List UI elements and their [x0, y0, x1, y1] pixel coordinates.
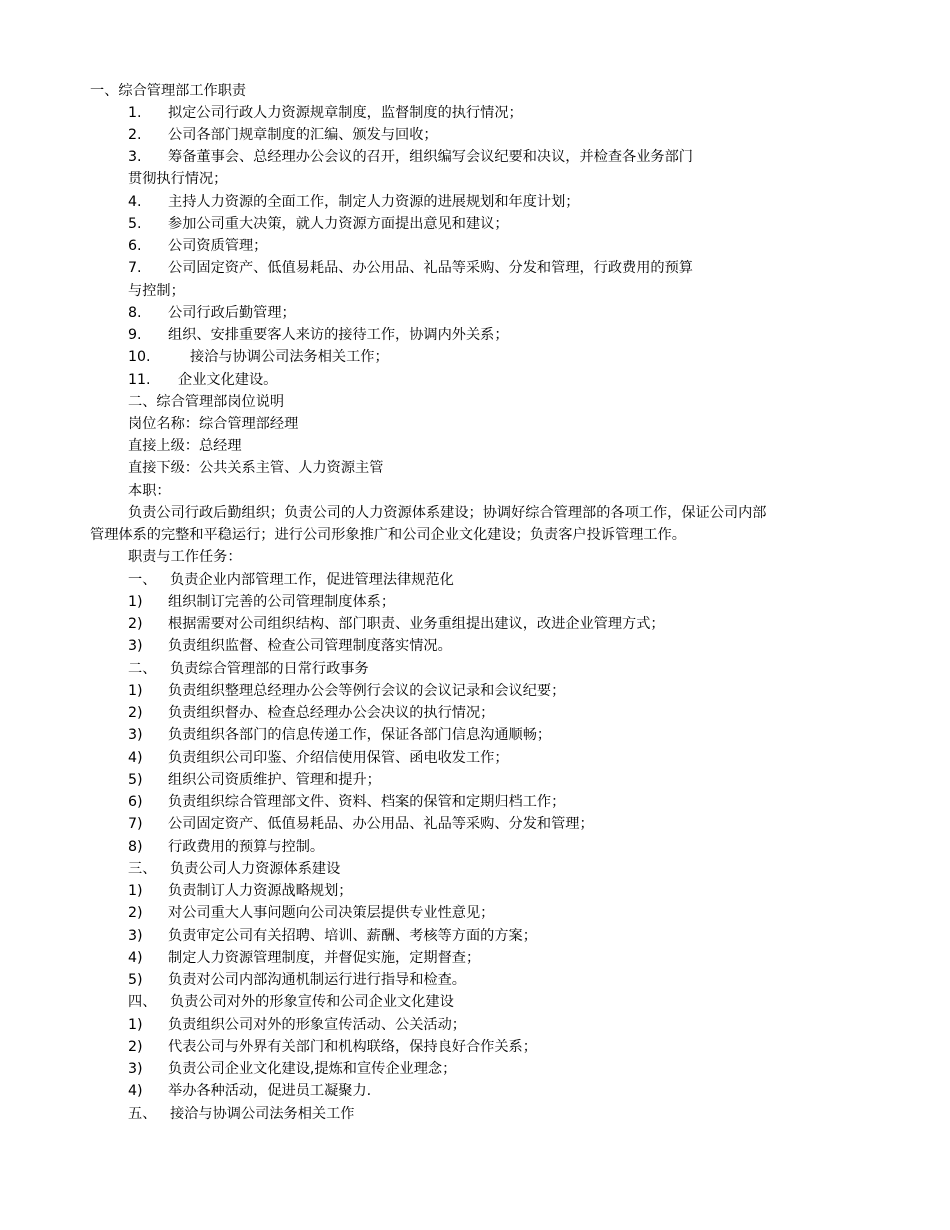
line-number: 四、	[128, 994, 157, 1010]
line-text: 组织公司资质维护、管理和提升；	[168, 772, 381, 788]
line-text: 组织制订完善的公司管理制度体系；	[168, 594, 396, 610]
line-text: 直接下级：公共关系主管、人力资源主管	[128, 460, 384, 476]
line-text: 岗位名称：综合管理部经理	[128, 416, 299, 432]
line-text: 举办各种活动，促进员工凝聚力.	[168, 1083, 372, 1099]
document-line	[128, 414, 298, 434]
document-line	[128, 392, 284, 412]
line-number: 1)	[128, 1017, 143, 1033]
document-line	[90, 81, 246, 101]
line-text: 负责组织整理总经理办公会等例行会议的会议记录和会议纪要；	[168, 683, 566, 699]
document-line	[128, 458, 383, 478]
line-number: 5)	[128, 772, 143, 788]
line-number: 9.	[128, 327, 142, 343]
line-text: 负责审定公司有关招聘、培训、薪酬、考核等方面的方案；	[168, 928, 537, 944]
line-number: 10.	[128, 349, 151, 365]
line-number: 5)	[128, 972, 143, 988]
line-text: 制定人力资源管理制度，并督促实施，定期督查；	[168, 950, 481, 966]
line-text: 负责综合管理部的日常行政事务	[170, 661, 369, 677]
line-number: 3)	[128, 928, 143, 944]
line-text: 对公司重大人事问题向公司决策层提供专业性意见；	[168, 905, 495, 921]
line-text: 公司行政后勤管理；	[168, 305, 296, 321]
line-number: 4)	[128, 750, 143, 766]
line-number: 2.	[128, 127, 142, 143]
line-text: 拟定公司行政人力资源规章制度，监督制度的执行情况；	[168, 105, 523, 121]
line-text: 职责与工作任务：	[128, 549, 242, 565]
line-text: 筹备董事会、总经理办公会议的召开，组织编写会议纪要和决议，并检查各业务部门	[168, 149, 693, 165]
line-text: 贯彻执行情况；	[128, 171, 228, 187]
line-text: 组织、安排重要客人来访的接待工作，协调内外关系；	[168, 327, 509, 343]
line-text: 公司固定资产、低值易耗品、办公用品、礼品等采购、分发和管理，行政费用的预算	[168, 260, 693, 276]
line-text: 公司资质管理；	[168, 238, 268, 254]
line-text: 负责组织综合管理部文件、资料、档案的保管和定期归档工作；	[168, 794, 566, 810]
document-line	[128, 481, 171, 501]
line-number: 8)	[128, 839, 143, 855]
line-text: 负责组织公司印鉴、介绍信使用保管、函电收发工作；	[168, 750, 509, 766]
line-number: 4)	[128, 950, 143, 966]
line-text: 负责组织督办、检查总经理办公会决议的执行情况；	[168, 705, 495, 721]
line-text: 与控制；	[128, 283, 185, 299]
document-line	[128, 436, 242, 456]
line-text: 参加公司重大决策，就人力资源方面提出意见和建议；	[168, 216, 509, 232]
line-number: 6.	[128, 238, 142, 254]
line-text: 接洽与协调公司法务相关工作	[170, 1106, 355, 1122]
document-line	[90, 525, 686, 545]
line-text: 负责公司人力资源体系建设	[170, 861, 341, 877]
line-number: 3.	[128, 149, 142, 165]
line-text: 行政费用的预算与控制。	[168, 839, 325, 855]
line-number: 4)	[128, 1083, 143, 1099]
line-text: 负责制订人力资源战略规划；	[168, 883, 353, 899]
line-text: 公司固定资产、低值易耗品、办公用品、礼品等采购、分发和管理；	[168, 816, 594, 832]
line-number: 3)	[128, 1061, 143, 1077]
line-text: 一、综合管理部工作职责	[90, 83, 247, 99]
line-number: 3)	[128, 638, 143, 654]
line-text: 根据需要对公司组织结构、部门职责、业务重组提出建议，改进企业管理方式；	[168, 616, 665, 632]
line-number: 6)	[128, 794, 143, 810]
line-text: 负责公司对外的形象宣传和公司企业文化建设	[170, 994, 454, 1010]
line-number: 2)	[128, 1039, 143, 1055]
line-text: 负责组织监督、检查公司管理制度落实情况。	[168, 638, 452, 654]
line-text: 代表公司与外界有关部门和机构联络，保持良好合作关系；	[168, 1039, 537, 1055]
document-line	[128, 169, 227, 189]
line-text: 负责组织各部门的信息传递工作，保证各部门信息沟通顺畅；	[168, 727, 552, 743]
line-number: 二、	[128, 661, 157, 677]
line-text: 公司各部门规章制度的汇编、颁发与回收；	[168, 127, 438, 143]
line-text: 负责公司企业文化建设,提炼和宣传企业理念；	[168, 1061, 457, 1077]
line-number: 8.	[128, 305, 142, 321]
line-text: 本职：	[128, 483, 171, 499]
line-number: 7)	[128, 816, 143, 832]
line-text: 主持人力资源的全面工作，制定人力资源的进展规划和年度计划；	[168, 194, 580, 210]
line-text: 负责企业内部管理工作，促进管理法律规范化	[170, 572, 454, 588]
line-number: 3)	[128, 727, 143, 743]
document-line	[128, 503, 766, 523]
line-number: 4.	[128, 194, 142, 210]
line-text: 负责对公司内部沟通机制运行进行指导和检查。	[168, 972, 466, 988]
line-number: 1)	[128, 594, 143, 610]
document-line	[128, 281, 185, 301]
line-number: 11.	[128, 372, 151, 388]
line-number: 2)	[128, 905, 143, 921]
line-number: 5.	[128, 216, 142, 232]
line-text: 管理体系的完整和平稳运行；进行公司形象推广和公司企业文化建设；负责客户投诉管理工作。	[90, 527, 686, 543]
line-number: 三、	[128, 861, 157, 877]
line-number: 2)	[128, 705, 143, 721]
line-number: 一、	[128, 572, 157, 588]
line-text: 负责组织公司对外的形象宣传活动、公关活动；	[168, 1017, 466, 1033]
line-text: 负责公司行政后勤组织；负责公司的人力资源体系建设；协调好综合管理部的各项工作，保证公司内部	[128, 505, 767, 521]
line-text: 二、综合管理部岗位说明	[128, 394, 285, 410]
line-number: 1)	[128, 883, 143, 899]
document-line	[128, 547, 242, 567]
line-number: 1.	[128, 105, 142, 121]
line-text: 直接上级：总经理	[128, 438, 242, 454]
line-text: 企业文化建设。	[178, 372, 278, 388]
line-number: 2)	[128, 616, 143, 632]
line-number: 7.	[128, 260, 142, 276]
line-text: 接洽与协调公司法务相关工作；	[190, 349, 389, 365]
line-number: 五、	[128, 1106, 157, 1122]
line-number: 1)	[128, 683, 143, 699]
